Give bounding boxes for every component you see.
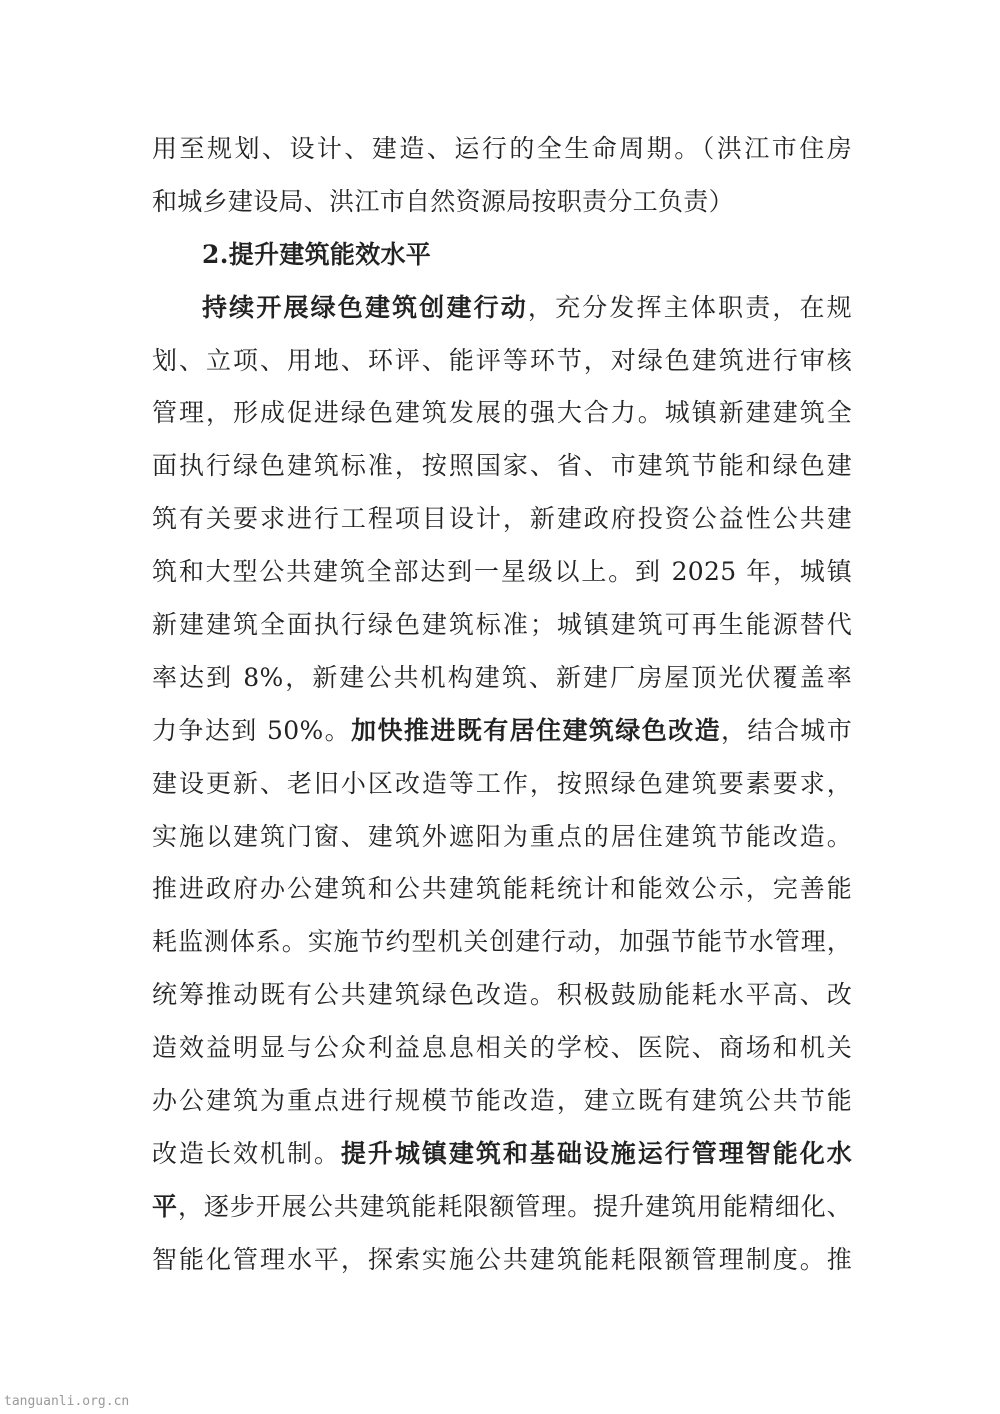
bold-text-run: 提升城镇建筑和基础设施运行管理智能化水 bbox=[340, 1138, 852, 1168]
text-line bbox=[152, 705, 852, 758]
text-run: 实施以建筑门窗、建筑外遮阳为重点的居住建筑节能改造。 bbox=[152, 821, 852, 851]
text-line bbox=[152, 387, 852, 440]
text-run: 面执行绿色建筑标准，按照国家、省、市建筑节能和绿色建 bbox=[152, 451, 852, 481]
text-line bbox=[152, 440, 852, 493]
text-run: 造效益明显与公众利益息息相关的学校、医院、商场和机关 bbox=[152, 1033, 852, 1063]
text-run: 统筹推动既有公共建筑绿色改造。积极鼓励能耗水平高、改 bbox=[152, 980, 852, 1010]
text-line bbox=[152, 969, 852, 1022]
text-line bbox=[152, 176, 852, 229]
text-run: 率达到 8%，新建公共机构建筑、新建厂房屋顶光伏覆盖率 bbox=[152, 662, 852, 692]
text-run: 改造长效机制。 bbox=[152, 1138, 341, 1168]
text-line bbox=[152, 546, 852, 599]
section-heading-text: 2.提升建筑能效水平 bbox=[202, 239, 432, 269]
text-line bbox=[152, 652, 852, 705]
text-run: 管理，形成促进绿色建筑发展的强大合力。城镇新建建筑全 bbox=[152, 398, 852, 428]
text-line bbox=[152, 1234, 852, 1287]
text-line bbox=[152, 335, 852, 388]
text-run: 推进政府办公建筑和公共建筑能耗统计和能效公示，完善能 bbox=[152, 874, 852, 904]
watermark-text: tanguanli.org.cn bbox=[4, 1394, 130, 1409]
text-line bbox=[152, 1022, 852, 1075]
text-run: 力争达到 50%。 bbox=[152, 715, 352, 745]
text-line bbox=[152, 863, 852, 916]
body-text bbox=[152, 123, 852, 1287]
text-line bbox=[152, 916, 852, 969]
text-run: 和城乡建设局、洪江市自然资源局按职责分工负责） bbox=[152, 186, 734, 216]
section-heading bbox=[152, 229, 852, 282]
bold-text-run: 平 bbox=[152, 1191, 178, 1221]
text-line bbox=[152, 599, 852, 652]
text-line bbox=[152, 1128, 852, 1181]
text-run: 智能化管理水平，探索实施公共建筑能耗限额管理制度。推 bbox=[152, 1244, 852, 1274]
text-line bbox=[152, 1075, 852, 1128]
text-run: 筑有关要求进行工程项目设计，新建政府投资公益性公共建 bbox=[152, 504, 852, 534]
text-line bbox=[152, 758, 852, 811]
text-line bbox=[152, 123, 852, 176]
text-line bbox=[152, 1181, 852, 1234]
text-run: 划、立项、用地、环评、能评等环节，对绿色建筑进行审核 bbox=[152, 345, 852, 375]
bold-text-run: 持续开展绿色建筑创建行动 bbox=[202, 292, 528, 322]
text-run: 筑和大型公共建筑全部达到一星级以上。到 2025 年，城镇 bbox=[152, 557, 852, 587]
text-run: ，逐步开展公共建筑能耗限额管理。提升建筑用能精细化、 bbox=[177, 1191, 852, 1221]
text-run: ，充分发挥主体职责，在规 bbox=[527, 292, 852, 322]
text-line bbox=[152, 282, 852, 335]
text-run: 耗监测体系。实施节约型机关创建行动，加强节能节水管理， bbox=[152, 927, 852, 957]
text-run: 新建建筑全面执行绿色建筑标准；城镇建筑可再生能源替代 bbox=[152, 610, 852, 640]
bold-text-run: 加快推进既有居住建筑绿色改造 bbox=[351, 715, 721, 745]
text-line bbox=[152, 811, 852, 864]
text-run: 用至规划、设计、建造、运行的全生命周期。（洪江市住房 bbox=[152, 134, 852, 163]
text-line bbox=[152, 493, 852, 546]
text-run: 建设更新、老旧小区改造等工作，按照绿色建筑要素要求， bbox=[152, 768, 852, 798]
text-run: ，结合城市 bbox=[721, 715, 852, 745]
text-run: 办公建筑为重点进行规模节能改造，建立既有建筑公共节能 bbox=[152, 1086, 852, 1116]
